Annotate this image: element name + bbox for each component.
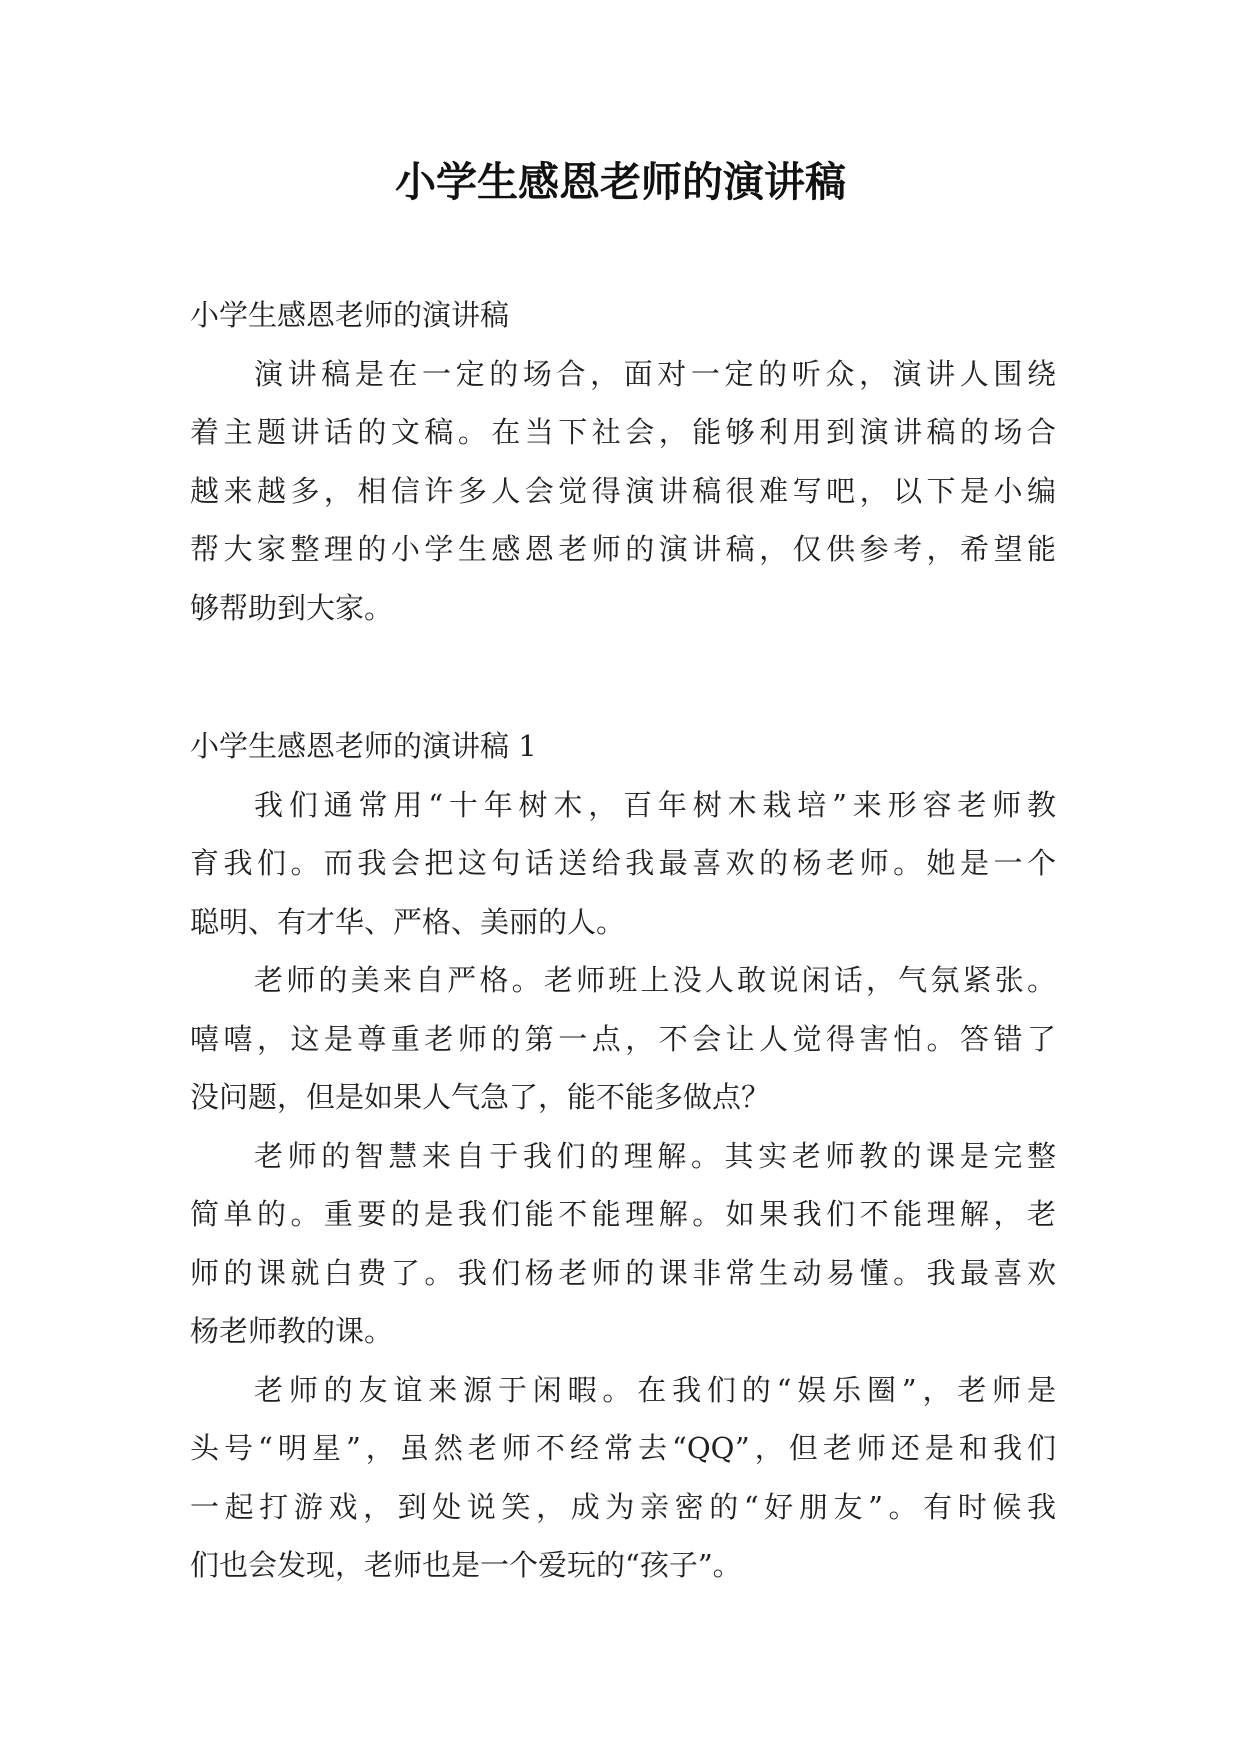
paragraph-line: 一起打游戏，到处说笑，成为亲密的“好朋友”。有时候我 <box>190 1489 1056 1524</box>
paragraph-line: 老师的智慧来自于我们的理解。其实老师教的课是完整 <box>254 1138 1056 1173</box>
paragraph-line: 们也会发现，老师也是一个爱玩的“孩子”。 <box>190 1548 742 1582</box>
intro-line: 帮大家整理的小学生感恩老师的演讲稿，仅供参考，希望能 <box>190 532 1056 566</box>
paragraph-line: 我们通常用“十年树木，百年树木栽培”来形容老师教 <box>254 787 1056 822</box>
paragraph-line: 没问题，但是如果人气急了，能不能多做点？ <box>190 1080 771 1114</box>
paragraph-beauty <box>190 951 1056 1127</box>
paragraph-line: 头号“明星”，虽然老师不经常去“QQ”，但老师还是和我们 <box>190 1431 1056 1465</box>
section-heading: 小学生感恩老师的演讲稿 1 <box>190 729 537 763</box>
intro-line: 够帮助到大家。 <box>190 590 394 625</box>
paragraph-wisdom <box>190 1127 1056 1361</box>
paragraph-line: 聪明、有才华、严格、美丽的人。 <box>190 904 626 939</box>
intro-line: 演讲稿是在一定的场合，面对一定的听众，演讲人围绕 <box>254 356 1056 391</box>
paragraph-strict-teacher-intro <box>190 776 1056 952</box>
section-spacer <box>190 637 1056 717</box>
paragraph-line: 师的课就白费了。我们杨老师的课非常生动易懂。我最喜欢 <box>190 1255 1056 1290</box>
paragraph-line: 嘻嘻，这是尊重老师的第一点，不会让人觉得害怕。答错了 <box>190 1021 1056 1056</box>
paragraph-line: 育我们。而我会把这句话送给我最喜欢的杨老师。她是一个 <box>190 846 1056 880</box>
intro-line: 越来越多，相信许多人会觉得演讲稿很难写吧，以下是小编 <box>190 473 1056 508</box>
intro-paragraph <box>190 345 1056 638</box>
paragraph-line: 老师的美来自严格。老师班上没人敢说闲话，气氛紧张。 <box>254 963 1056 997</box>
document-body <box>190 286 1056 1595</box>
subtitle: 小学生感恩老师的演讲稿 <box>190 298 510 332</box>
paragraph-line: 简单的。重要的是我们能不能理解。如果我们不能理解，老 <box>190 1197 1056 1231</box>
intro-line: 着主题讲话的文稿。在当下社会，能够利用到演讲稿的场合 <box>190 415 1056 449</box>
document-title: 小学生感恩老师的演讲稿 <box>395 158 846 206</box>
paragraph-line: 杨老师教的课。 <box>190 1314 394 1348</box>
paragraph-line: 老师的友谊来源于闲暇。在我们的“娱乐圈”，老师是 <box>254 1372 1056 1407</box>
paragraph-friendship <box>190 1361 1056 1595</box>
